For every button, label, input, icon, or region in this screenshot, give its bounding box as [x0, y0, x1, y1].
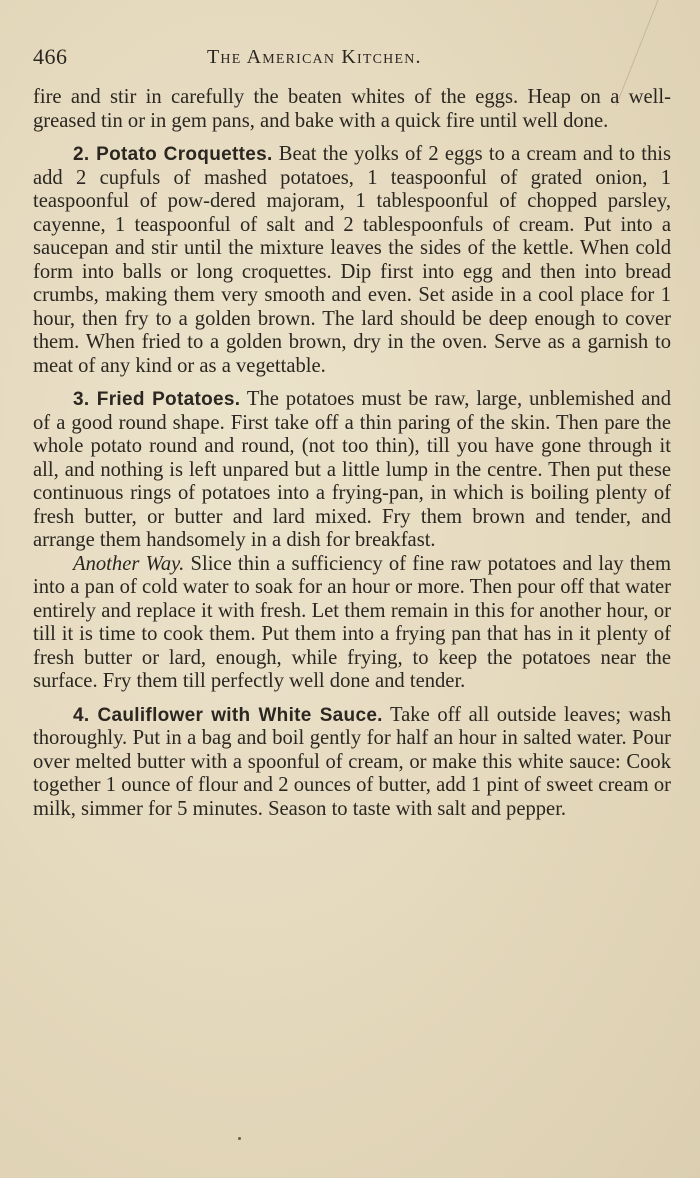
variant-title: Another Way.	[73, 552, 185, 575]
recipe-title: 3. Fried Potatoes.	[73, 389, 241, 410]
recipe-fried-potatoes	[33, 388, 671, 553]
recipe-cauliflower-white-sauce	[33, 704, 671, 822]
ink-speck	[238, 1137, 241, 1140]
continuation-paragraph: fire and stir in carefully the beaten whites of the eggs. Heap on a well-greased tin or in gem pans, and bake with a quick fire until well done.	[33, 86, 671, 132]
recipe-text: Beat the yolks of 2 eggs to a cream and to this add 2 cupfuls of mashed potatoes, 1 teaspoonful of grated onion, 1 teaspoonful of pow-dered majoram, 1 tablespoonful of chopped parsley, cayenne, 1 teaspoonful of salt and 2 tablespoonfuls of cream. Put into a saucepan and stir until the mixture leaves the sides of the kettle. When cold form into balls or long croquettes. Dip first into egg and then into bread crumbs, making them very smooth and even. Set aside in a cool place for 1 hour, then fry to a golden brown. The lard should be deep enough to cover them. When fried to a golden brown, dry in the oven. Serve as a garnish to meat of any kind or as a vegettable.	[33, 143, 671, 377]
page-number: 466	[33, 44, 68, 69]
recipe-title: 4. Cauliflower with White Sauce.	[73, 704, 383, 726]
recipe-potato-croquettes	[33, 143, 671, 378]
recipe-another-way	[33, 553, 671, 694]
variant-text: Slice thin a sufficiency of fine raw potatoes and lay them into a pan of cold water to soak for an hour or more. Then pour off that water entirely and replace it with fresh. Let them remain in this for another hour, or till it is time to cook them. Put them into a frying pan that has in it plenty of fresh butter or lard, enough, while frying, to keep the potatoes near the surface. Fry them till perfectly well done and tender.	[33, 552, 671, 692]
running-title: The American Kitchen.	[207, 46, 422, 68]
recipe-title: 2. Potato Croquettes.	[73, 144, 273, 165]
page-body	[33, 86, 671, 821]
page-header	[33, 44, 660, 74]
recipe-text: The potatoes must be raw, large, unblemished and of a good round shape. First take off a thin paring of the skin. Then pare the whole potato round and round, (not too thin), till you have gone through it all, and nothing is left unpared but a little lump in the centre. Then put these continuous rings of potatoes into a frying-pan, in which is boiling plenty of fresh butter, or butter and lard mixed. Fry them brown and tender, and arrange them handsomely in a dish for breakfast.	[33, 388, 671, 551]
recipe-text: Take off all outside leaves; wash thoroughly. Put in a bag and boil gently for half an hour in salted water. Pour over melted butter with a spoonful of cream, or make this white sauce: Cook together 1 ounce of flour and 2 ounces of butter, add 1 pint of sweet cream or milk, simmer for 5 minutes. Season to taste with salt and pepper.	[33, 703, 671, 820]
